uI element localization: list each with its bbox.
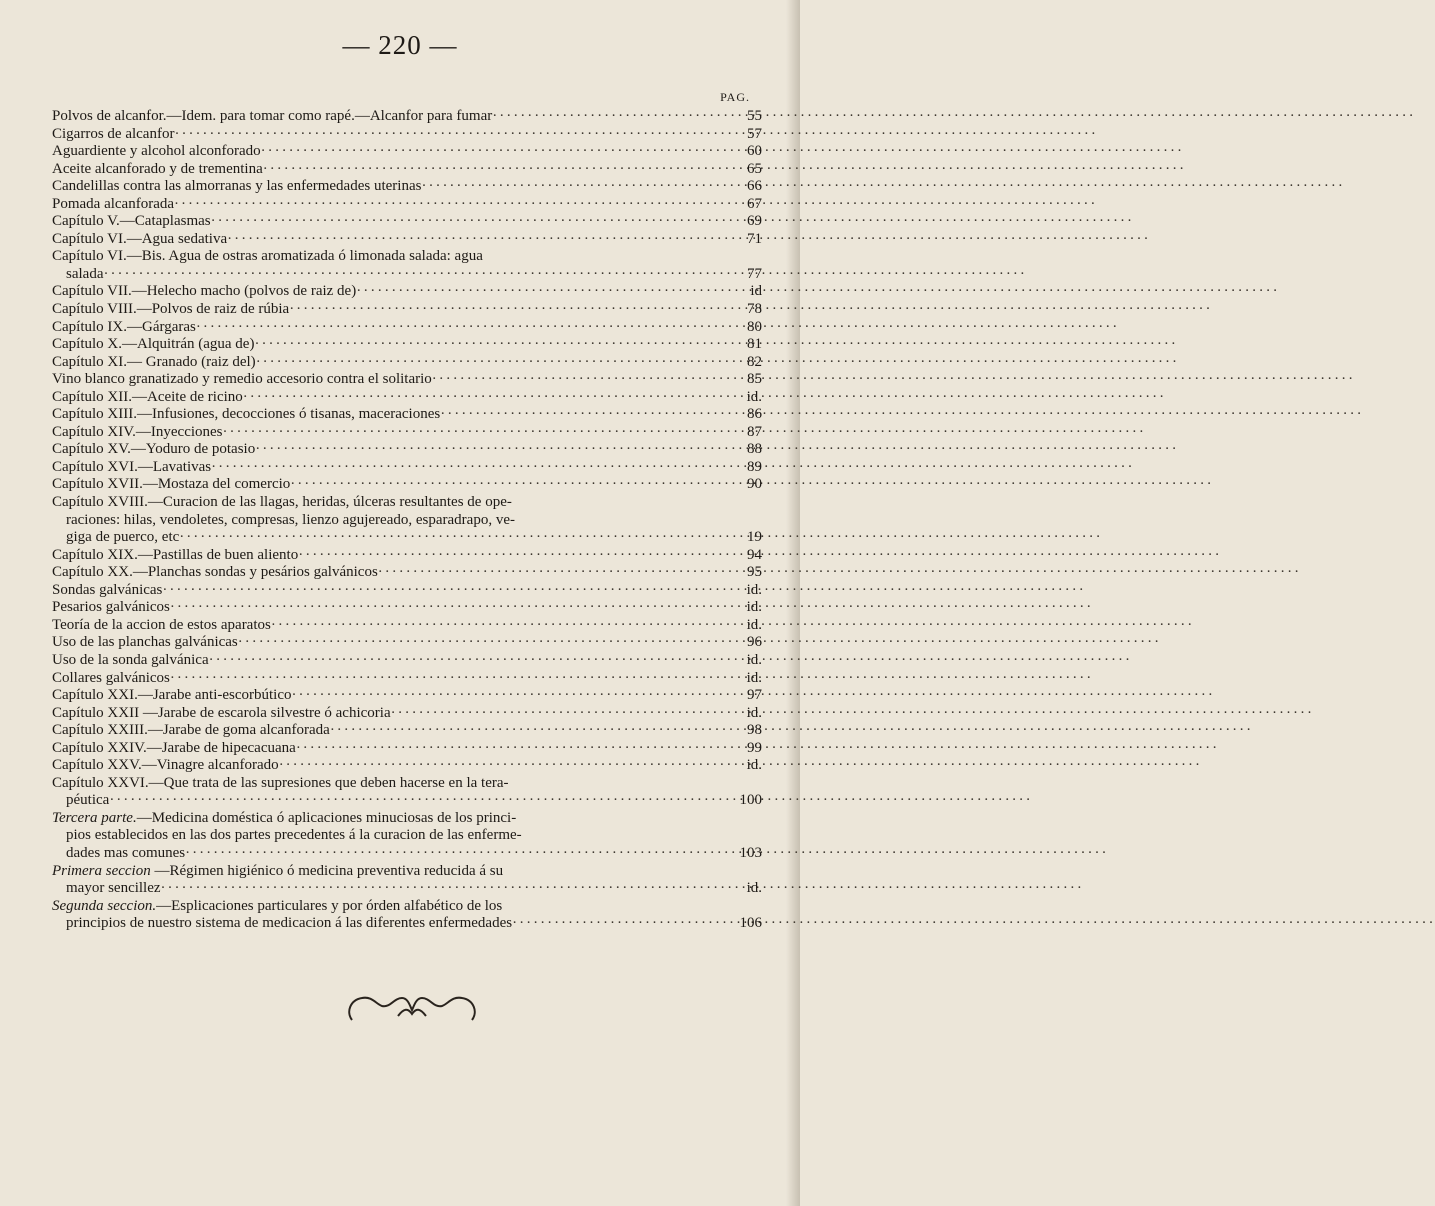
toc-entry-title: Capítulo XXI.—Jarabe anti-escorbútico bbox=[52, 687, 292, 704]
dot-leader bbox=[296, 740, 718, 758]
toc-entry-title: Capítulo IX.—Gárgaras bbox=[52, 318, 196, 335]
toc-entry bbox=[52, 143, 762, 161]
toc-line bbox=[52, 248, 762, 266]
toc-entry-page: 57 bbox=[747, 125, 762, 142]
toc-entry bbox=[52, 161, 762, 179]
toc-entry-title: Capítulo V.—Cataplasmas bbox=[52, 213, 211, 230]
toc-entry-title: salada bbox=[66, 265, 104, 282]
toc-entry-title: Capítulo X.—Alquitrán (agua de) bbox=[52, 336, 255, 353]
toc-entry bbox=[52, 845, 762, 863]
toc-entry-page: 55 bbox=[747, 108, 762, 124]
dot-leader bbox=[432, 371, 718, 389]
dot-leader bbox=[290, 476, 718, 494]
toc-entry-page: 94 bbox=[747, 546, 762, 563]
toc-line-text: pios establecidos en las dos partes precedentes á la curacion de las enferme- bbox=[66, 827, 522, 844]
toc-entry bbox=[52, 652, 762, 670]
toc-entry bbox=[52, 582, 762, 600]
toc-line bbox=[52, 898, 762, 916]
toc-entry-page: 88 bbox=[747, 441, 762, 458]
dot-leader bbox=[440, 406, 718, 424]
toc-entry-title: Polvos de alcanfor.—Idem. para tomar como rapé.—Alcanfor para fumar bbox=[52, 108, 493, 124]
dot-leader bbox=[174, 196, 718, 214]
toc-entry-title: Capítulo XV.—Yoduro de potasio bbox=[52, 441, 256, 458]
toc-entry bbox=[52, 634, 762, 652]
toc-entry bbox=[52, 178, 762, 196]
toc-line-text: Capítulo XXVI.—Que trata de las supresiones que deben hacerse en la tera- bbox=[52, 774, 509, 791]
toc-entry-page: 96 bbox=[747, 634, 762, 651]
dot-leader bbox=[238, 634, 718, 652]
dot-leader bbox=[103, 266, 718, 284]
dot-leader bbox=[196, 319, 718, 337]
toc-section-heading: Segunda seccion. bbox=[52, 897, 157, 914]
dot-leader bbox=[255, 441, 718, 459]
toc-entry-title: Capítulo VIII.—Polvos de raiz de rúbia bbox=[52, 301, 290, 318]
toc-line bbox=[52, 512, 762, 530]
toc-line-text: —Régimen higiénico ó medicina preventiva reducida á su bbox=[150, 862, 504, 879]
toc-entry-page: id. bbox=[746, 599, 762, 616]
toc-entry-title: Capítulo VI.—Agua sedativa bbox=[52, 230, 228, 247]
toc-entry bbox=[52, 371, 762, 389]
toc-line bbox=[52, 827, 762, 845]
dot-leader bbox=[298, 547, 718, 565]
ornament-flourish-icon bbox=[342, 990, 482, 1030]
toc-entry-title: Vino blanco granatizado y remedio accesorio contra el solitario bbox=[52, 371, 432, 388]
page-edge-shadow bbox=[786, 0, 800, 1206]
toc-line-text: —Medicina doméstica ó aplicaciones minuciosas de los princi- bbox=[136, 809, 517, 826]
toc-entry bbox=[52, 547, 762, 565]
dot-leader bbox=[271, 617, 718, 635]
dot-leader bbox=[109, 792, 718, 810]
dot-leader bbox=[174, 126, 718, 144]
toc-entry-page: 89 bbox=[747, 458, 762, 475]
toc-section-heading: Tercera parte. bbox=[52, 809, 137, 826]
table-of-contents bbox=[52, 108, 762, 933]
toc-entry-title: Cigarros de alcanfor bbox=[52, 125, 175, 142]
toc-entry-page: 87 bbox=[747, 423, 762, 440]
dot-leader bbox=[512, 915, 718, 933]
toc-entry bbox=[52, 108, 762, 126]
toc-line bbox=[52, 494, 762, 512]
toc-line-text: Capítulo VI.—Bis. Agua de ostras aromatizada ó limonada salada: agua bbox=[52, 248, 483, 265]
toc-entry-page: 85 bbox=[747, 371, 762, 388]
toc-entry bbox=[52, 196, 762, 214]
toc-entry-title: giga de puerco, etc bbox=[66, 529, 180, 546]
toc-entry-title: Capítulo XIII.—Infusiones, decocciones ó tisanas, maceraciones bbox=[52, 406, 441, 423]
toc-entry-page: id. bbox=[746, 616, 762, 633]
toc-entry bbox=[52, 126, 762, 144]
toc-entry bbox=[52, 406, 762, 424]
toc-entry bbox=[52, 792, 762, 810]
toc-entry-page: 97 bbox=[747, 687, 762, 704]
toc-entry-page: 66 bbox=[747, 178, 762, 195]
toc-entry bbox=[52, 617, 762, 635]
toc-entry-title: principios de nuestro sistema de medicacion á las diferentes enfermedades bbox=[66, 915, 513, 932]
toc-entry bbox=[52, 757, 762, 775]
toc-entry-title: Capítulo XIV.—Inyecciones bbox=[52, 423, 223, 440]
toc-entry-title: Capítulo XXII —Jarabe de escarola silvestre ó achicoria bbox=[52, 704, 391, 721]
toc-entry-title: Uso de las planchas galvánicas bbox=[52, 634, 238, 651]
toc-line-text: raciones: hilas, vendoletes, compresas, lienzo agujereado, esparadrapo, ve- bbox=[66, 511, 515, 528]
toc-entry bbox=[52, 389, 762, 407]
dot-leader bbox=[243, 389, 718, 407]
page-column-label: PAG. bbox=[720, 90, 750, 104]
dot-leader bbox=[211, 459, 718, 477]
toc-entry-page: 99 bbox=[747, 739, 762, 756]
toc-entry bbox=[52, 880, 762, 898]
dot-leader bbox=[279, 757, 718, 775]
dot-leader bbox=[162, 582, 718, 600]
toc-entry-title: Aceite alcanforado y de trementina bbox=[52, 160, 263, 177]
toc-entry bbox=[52, 722, 762, 740]
toc-entry-title: Capítulo XVI.—Lavativas bbox=[52, 458, 212, 475]
toc-entry bbox=[52, 599, 762, 617]
toc-entry-title: Teoría de la accion de estos aparatos bbox=[52, 616, 271, 633]
toc-entry bbox=[52, 213, 762, 231]
toc-entry-page: 65 bbox=[747, 160, 762, 177]
toc-entry bbox=[52, 459, 762, 477]
toc-entry-page: 86 bbox=[747, 406, 762, 423]
toc-entry bbox=[52, 529, 762, 547]
toc-line bbox=[52, 863, 762, 881]
toc-entry-page: 80 bbox=[747, 318, 762, 335]
dot-leader bbox=[378, 564, 718, 582]
toc-entry bbox=[52, 670, 762, 688]
toc-entry bbox=[52, 301, 762, 319]
dot-leader bbox=[179, 529, 718, 547]
dot-leader bbox=[254, 336, 718, 354]
toc-entry-title: péutica bbox=[66, 792, 110, 809]
dot-leader bbox=[161, 880, 718, 898]
toc-entry-title: Capítulo XIX.—Pastillas de buen aliento bbox=[52, 546, 299, 563]
toc-entry bbox=[52, 283, 762, 301]
toc-entry-title: Sondas galvánicas bbox=[52, 581, 163, 598]
toc-entry-title: Capítulo XVII.—Mostaza del comercio bbox=[52, 476, 291, 493]
dot-leader bbox=[261, 143, 718, 161]
toc-entry-page: id. bbox=[746, 651, 762, 668]
dot-leader bbox=[223, 424, 718, 442]
dot-leader bbox=[170, 599, 718, 617]
dot-leader bbox=[211, 213, 718, 231]
toc-entry-page: 77 bbox=[747, 265, 762, 282]
toc-entry-title: Pesarios galvánicos bbox=[52, 599, 170, 616]
toc-entry bbox=[52, 476, 762, 494]
toc-entry-title: Capítulo XX.—Planchas sondas y pesários galvánicos bbox=[52, 564, 378, 581]
toc-entry-page: id. bbox=[746, 669, 762, 686]
toc-entry-title: Capítulo XXV.—Vinagre alcanforado bbox=[52, 757, 279, 774]
toc-entry-title: Pomada alcanforada bbox=[52, 195, 175, 212]
toc-entry-title: dades mas comunes bbox=[66, 844, 186, 861]
dot-leader bbox=[391, 705, 718, 723]
toc-entry bbox=[52, 336, 762, 354]
dot-leader bbox=[356, 283, 718, 301]
toc-entry-title: Candelillas contra las almorranas y las enfermedades uterinas bbox=[52, 178, 422, 195]
toc-entry-page: 78 bbox=[747, 301, 762, 318]
toc-line bbox=[52, 810, 762, 828]
toc-entry-page: 71 bbox=[747, 230, 762, 247]
toc-entry-page: 98 bbox=[747, 722, 762, 739]
toc-entry-title: Capítulo XXIV.—Jarabe de hipecacuana bbox=[52, 739, 296, 756]
toc-entry-page: id. bbox=[746, 757, 762, 774]
toc-section-heading: Primera seccion bbox=[52, 862, 151, 879]
dot-leader bbox=[330, 722, 718, 740]
toc-entry-page: id. bbox=[746, 388, 762, 405]
toc-entry-page: 82 bbox=[747, 353, 762, 370]
dot-leader bbox=[492, 108, 718, 126]
toc-line-text: —Esplicaciones particulares y por órden alfabético de los bbox=[156, 897, 503, 914]
toc-entry-page: id. bbox=[746, 581, 762, 598]
dot-leader bbox=[289, 301, 718, 319]
dot-leader bbox=[256, 354, 718, 372]
toc-entry-page: 100 bbox=[739, 792, 762, 809]
toc-entry bbox=[52, 687, 762, 705]
dot-leader bbox=[185, 845, 718, 863]
toc-entry-title: Collares galvánicos bbox=[52, 669, 170, 686]
toc-entry bbox=[52, 441, 762, 459]
toc-entry-page: 60 bbox=[747, 143, 762, 160]
toc-entry-title: Aguardiente y alcohol alconforado bbox=[52, 143, 261, 160]
toc-entry-title: Capítulo XXIII.—Jarabe de goma alcanforada bbox=[52, 722, 330, 739]
toc-entry bbox=[52, 319, 762, 337]
toc-entry-title: Capítulo XI.— Granado (raiz del) bbox=[52, 353, 256, 370]
toc-entry bbox=[52, 424, 762, 442]
toc-entry bbox=[52, 705, 762, 723]
toc-entry-page: id. bbox=[746, 880, 762, 897]
toc-entry-title: Uso de la sonda galvánica bbox=[52, 651, 209, 668]
dot-leader bbox=[263, 161, 718, 179]
toc-entry-page: id bbox=[750, 283, 762, 300]
toc-entry-page: id. bbox=[746, 704, 762, 721]
toc-entry bbox=[52, 231, 762, 249]
toc-entry-page: 69 bbox=[747, 213, 762, 230]
dot-leader bbox=[421, 178, 718, 196]
toc-entry bbox=[52, 266, 762, 284]
toc-entry-page: 90 bbox=[747, 476, 762, 493]
dot-leader bbox=[170, 670, 718, 688]
toc-entry bbox=[52, 915, 762, 933]
toc-entry-page: 103 bbox=[739, 844, 762, 861]
toc-entry-page: 95 bbox=[747, 564, 762, 581]
toc-entry bbox=[52, 564, 762, 582]
toc-entry bbox=[52, 354, 762, 372]
toc-entry-page: 67 bbox=[747, 195, 762, 212]
toc-entry bbox=[52, 740, 762, 758]
toc-line bbox=[52, 775, 762, 793]
toc-entry-title: Capítulo XII.—Aceite de ricino bbox=[52, 388, 243, 405]
toc-entry-page: 81 bbox=[747, 336, 762, 353]
dot-leader bbox=[209, 652, 718, 670]
toc-entry-page: 106 bbox=[739, 915, 762, 932]
toc-entry-page: 19 bbox=[747, 529, 762, 546]
toc-line-text: Capítulo XVIII.—Curacion de las llagas, heridas, úlceras resultantes de ope- bbox=[52, 494, 512, 511]
toc-entry-title: mayor sencillez bbox=[66, 880, 161, 897]
toc-entry-title: Capítulo VII.—Helecho macho (polvos de raiz de) bbox=[52, 283, 357, 300]
dot-leader bbox=[227, 231, 718, 249]
dot-leader bbox=[292, 687, 718, 705]
page-number: — 220 — bbox=[342, 30, 458, 60]
